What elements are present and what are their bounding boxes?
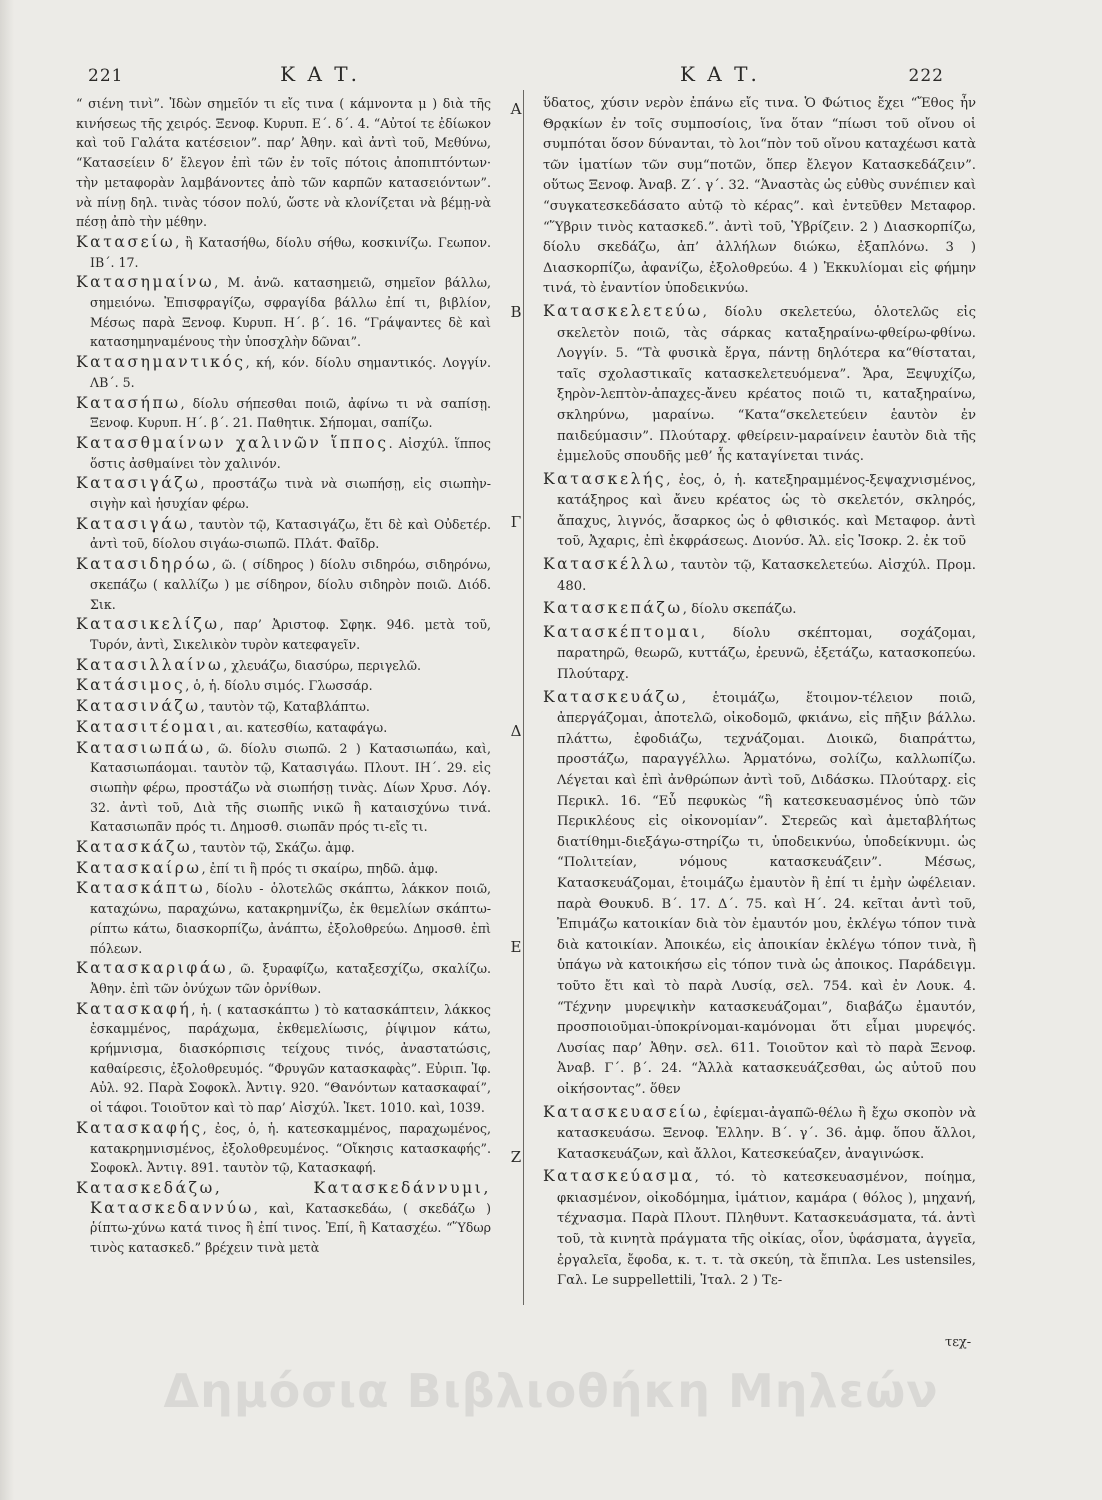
dictionary-entry — [76, 739, 491, 838]
entry-definition: , ἐπί τι ἢ πρός τι σκαίρω, πηδῶ. ἀμφ. — [201, 860, 439, 876]
entry-definition: , ῶ. ξυραφίζω, καταξεσχίζω, σκαλίζω. Ἀθην. ἐπὶ τῶν ὀνύχων τῶν ὀρνίθων. — [90, 961, 491, 996]
dictionary-entry — [76, 959, 491, 998]
entry-definition: , αι. κατεσθίω, καταφάγω. — [217, 719, 388, 735]
dictionary-entry — [76, 394, 491, 433]
column-divider — [523, 90, 524, 1305]
entry-definition: , παρ’ Ἀριστοφ. Σφηκ. 946. μετὰ τοῦ, Τυρόν, ἀντὶ, Σικελικὸν τυρὸν κατεφαγεῖν. — [90, 617, 491, 652]
dictionary-entry — [76, 1000, 491, 1118]
entry-headword: Κατασκαίρω — [76, 858, 202, 877]
entry-definition: , ἡ. ( κατασκάπτω ) τὸ κατασκάπτειν, λάκκος ἐσκαμμένος, παράχωμα, ἐκθεμελίωσις, ῥίψιμον κάτω, κρήμνισμα, διασκόρπισις τείχους τινός, ἀναστατώσις, καθαίρεσις, ἐξολοθρευμός. “Φρυγῶν κατασκαφὰς”. Εὐριπ. Ἰφ. Αὐλ. 92. Παρὰ Σοφοκλ. Ἀντιγ. 920. “Θανόντων κατασκαφαί”, οἱ τάφοι. Τοιοῦτον καὶ τὸ παρ’ Αἰσχύλ. Ἱκετ. 1010. καὶ, 1039. — [90, 1001, 491, 1116]
entry-headword: Κατασκευάζω — [543, 687, 682, 706]
entry-definition: , προστάζω τινὰ νὰ σιωπήσῃ, εἰς σιωπὴν-σιγὴν καὶ ἡσυχίαν φέρω. — [90, 476, 491, 512]
entry-headword: Κατασιγάζω — [76, 474, 201, 493]
left-running-head: Κ Α Τ. — [280, 62, 360, 86]
header-left — [88, 62, 360, 86]
entry-definition: , κή, κόν. δίολυ σημαντικός. Λογγίν. ΛΒ΄. 5. — [90, 355, 491, 390]
entry-definition: “ σιένη τινὶ”. Ἰδὼν σημεῖόν τι εἴς τινα ( κάμνοντα μ ) διὰ τῆς κινήσεως τῆς χειρός. Ξενοφ. Κυρυπ. Ε΄. δ΄. 4. “Αὐτοί τε ἐδίωκον καὶ τοῦ Γαλάτα κατέσειον”. παρ’ Ἀθην. καὶ ἀντὶ τοῦ, Μεθύνω, “Κατασείειν δ’ ἔλεγον ἐπὶ τῶν ἐν τοῖς πότοις ἀποπιπτόντων· τὴν μεταφορὰν λαμβάνοντες ἀπὸ τῶν καρπῶν κατασειόντων”. νὰ πίνῃ δηλ. τινὰς τόσον πολύ, ὥστε νὰ κλονίζεται νὰ βέμῃ-νὰ πέσῃ ἀπὸ τὴν μέθην. — [76, 96, 491, 230]
entry-definition: , ταυτὸν τῷ, Σκάζω. ἀμφ. — [192, 840, 355, 856]
entry-definition: , ταυτὸν τῷ, Κατασκελετεύω. Αἰσχύλ. Προμ. 480. — [557, 558, 976, 594]
dictionary-entry — [543, 301, 976, 468]
entry-definition: , ταυτὸν τῷ, Καταβλάπτω. — [200, 699, 370, 715]
entry-headword: Κατασθμαίνων χαλινῶν ἵππος — [76, 433, 389, 452]
entry-headword: Κατασήπω — [76, 393, 181, 412]
entry-headword: Κατασκάπτω — [76, 879, 206, 898]
entry-headword: Κατασκεδάζω, Κατασκεδάννυμι, Κατασκεδαννύω — [76, 1178, 491, 1217]
dictionary-entry — [543, 622, 976, 686]
entry-headword: Κατασκέπτομαι — [543, 622, 701, 641]
library-watermark: Δημόσια Βιβλιοθήκη Μηλεών — [163, 1364, 939, 1418]
entry-headword: Κατασκαφή — [76, 999, 192, 1018]
left-column — [76, 94, 491, 1259]
dictionary-entry — [76, 233, 491, 272]
dictionary-entry — [543, 598, 976, 621]
dictionary-entry — [76, 718, 491, 738]
entry-headword: Κατασημαίνω — [76, 273, 215, 292]
dictionary-entry — [76, 859, 491, 879]
entry-headword: Κατασκελής — [543, 469, 667, 488]
dictionary-entry — [543, 469, 976, 553]
header-right — [680, 62, 944, 86]
entry-definition: , Μ. ἀνῶ. κατασημειῶ, σημεῖον βάλλω, σημειόνω. Ἐπισφραγίζω, σφραγίδα βάλλω ἐπί τι, βιβλίον, Μέσως παρὰ Ξενοφ. Κυρυπ. Η΄. β΄. 16. “Γράψαντες δὲ καὶ κατασημηναμένους τὴν ὑποσχλὴν δῶναι”. — [90, 275, 491, 350]
margin-letter-alpha: Α — [510, 100, 522, 118]
margin-letter-epsilon: Ε — [510, 938, 522, 956]
entry-definition: , ἐος, ὁ, ἡ. κατεσκαμμένος, παραχωμένος, κατακρημνισμένος, ἐξολοθρευμένος. “Οἴκησις κατασκαφής”. Σοφοκλ. Ἀντιγ. 891. ταυτὸν τῷ, Κατασκαφή. — [90, 1120, 491, 1176]
dictionary-entry — [76, 434, 491, 473]
entry-headword: Κατασκαριφάω — [76, 959, 229, 978]
entry-definition: , ταυτὸν τῷ, Κατασιγάζω, ἔτι δὲ καὶ Οὐδετέρ. ἀντὶ τοῦ, δίολου σιγάω-σιωπῶ. Πλάτ. Φαῖδρ. — [90, 516, 491, 552]
dictionary-entry — [76, 273, 491, 352]
entry-definition: , δίολυ σήπεσθαι ποιῶ, ἀφίνω τι νὰ σαπίσῃ. Ξενοφ. Κυρυπ. Η΄. β΄. 21. Παθητικ. Σήπομαι, σαπίζω. — [90, 395, 491, 431]
entry-definition: ὕδατος, χύσιν νερὸν ἐπάνω εἴς τινα. Ὁ Φώτιος ἔχει “Ἔθος ἦν Θρᾳκίων ἐν τοῖς συμποσίοις, ἵνα ὅταν “πίωσι τοῦ οἴνου οἱ συμπόται ὅσον δύνανται, τὸ λοι“πὸν τοῦ οἴνου καταχέωσι κατὰ τῶν ἱματίων τῶν συμ“ποτῶν, ὅπερ ἔλεγον Κατασκεδάζειν”. οὕτως Ξενοφ. Ἀναβ. Ζ΄. γ΄. 32. “Ἀναστὰς ὡς εὐθὺς συνέπιεν καὶ “συγκατεσκεδάσατο αὐτῷ τὸ κέρας”. καὶ ἐντεῦθεν Μεταφορ. “Ὕβριν τινὸς κατασκεδ.”. ἀντὶ τοῦ, Ὑβρίζειν. 2 ) Διασκορπίζω, δίολυ σκεδάζω, ἀπ’ ἀλλήλων διώκω, ἐξαπλόνω. 3 ) Διασκορπίζω, ἀφανίζω, ἐξολοθρεύω. 4 ) Ἐκκυλίομαι εἰς φήμην τινά, τὸ ἐναντίον ὑποδεικνύω. — [543, 96, 976, 297]
dictionary-entry — [543, 94, 976, 300]
entry-headword: Κατασκαφής — [76, 1118, 203, 1137]
dictionary-entry — [76, 1179, 491, 1258]
entry-headword: Κατασιωπάω — [76, 738, 206, 757]
entry-definition: , καὶ, Κατασκεδάω, ( σκεδάζω ) ῥίπτω-χύνω κατά τινος ἢ ἐπί τινος. Ἐπί, ἢ Κατασχέω. “Ὕδωρ τινὸς κατασκεδ.” βρέχειν τινὰ μετὰ — [90, 1200, 491, 1256]
entry-headword: Κατασινάζω — [76, 697, 201, 716]
entry-definition: , ἐος, ὁ, ἡ. κατεξηραμμένος-ξεψαχνισμένος, κατάξηρος καὶ ἄνευ κρέατος ὡς τὸ σκελετόν, σκληρός, ἄπαχυς, λιγνός, ἄσαρκος ὡς ὁ φθισικός. καὶ Μεταφορ. ἀντὶ τοῦ, Ἀχαρις, ἐπὶ ἐκφράσεως. Διονύσ. Ἁλ. εἰς Ἰσοκρ. 2. ἐκ τοῦ — [557, 472, 976, 550]
dictionary-entry — [543, 1102, 976, 1166]
margin-letter-gamma: Γ — [510, 513, 522, 531]
dictionary-entry — [76, 353, 491, 392]
left-page-number: 221 — [88, 66, 124, 86]
dictionary-entry — [543, 554, 976, 597]
entry-definition: , ῶ. δίολυ σιωπῶ. 2 ) Κατασιωπάω, καὶ, Κατασιωπάομαι. ταυτὸν τῷ, Κατασιγάω. Πλουτ. ΙΗ΄. 29. εἰς σιωπὴν φέρω, προστάζω νὰ σιωπήσῃ τινὰς. Δίων Χρυσ. Λόγ. 32. ἀντὶ τοῦ, Διὰ τῆς σιωπῆς νικῶ ἢ καταισχύνω τινά. Κατασιωπᾶν πρός τι. Δημοσθ. σιωπᾶν πρός τι-εἴς τι. — [90, 740, 491, 835]
dictionary-entry — [543, 687, 976, 1101]
entry-headword: Κατασιδηρόω — [76, 555, 213, 574]
entry-headword: Κατασικελίζω — [76, 615, 220, 634]
dictionary-entry — [76, 94, 491, 232]
right-running-head: Κ Α Τ. — [680, 62, 760, 86]
entry-definition: . Αἰσχύλ. ἵππος ὅστις ἀσθμαίνει τὸν χαλινόν. — [90, 435, 491, 471]
dictionary-entry — [76, 879, 491, 958]
right-page-number: 222 — [908, 66, 944, 86]
dictionary-entry — [76, 474, 491, 513]
entry-headword: Κατασιλλαίνω — [76, 655, 224, 674]
entry-headword: Κατασκεύασμα — [543, 1167, 695, 1186]
catchword: τεχ- — [945, 1335, 972, 1350]
dictionary-entry — [76, 515, 491, 554]
entry-definition: , χλευάζω, διασύρω, περιγελῶ. — [223, 657, 422, 673]
entry-definition: , τό. τὸ κατεσκευασμένον, ποίημα, φκιασμένον, οἰκοδόμημα, ἱμάτιον, καμάρα ( θόλος ), μηχανή, τέχνασμα. Παρὰ Πλουτ. Πληθυντ. Κατασκευάσματα, τά. ἀντὶ τοῦ, τὰ κινητὰ πράγματα τῆς οἰκίας, οἷον, ὑφάσματα, ἀγγεῖα, ἐργαλεῖα, ἔφοδα, κ. τ. τ. τὰ σκεύη, τὰ ἔπιπλα. Les ustensiles, Γαλ. Le suppellettili, Ἰταλ. 2 ) Τε- — [557, 1170, 976, 1289]
entry-definition: , ὁ, ἡ. δίολυ σιμός. Γλωσσάρ. — [185, 678, 373, 694]
entry-definition: , ῶ. ( σίδηρος ) δίολυ σιδηρόω, σιδηρόνω, σκεπάζω ( καλλίζω ) με σίδηρον, δίολυ σιδηρὸν ποιῶ. Διόδ. Σικ. — [90, 557, 491, 612]
margin-letter-zeta: Ζ — [510, 1148, 522, 1166]
margin-letter-beta: Β — [510, 303, 522, 321]
right-column — [543, 94, 976, 1293]
dictionary-entry — [543, 1166, 976, 1292]
page-gutter-shadow — [0, 0, 14, 1500]
entry-headword: Κατασιγάω — [76, 514, 190, 533]
entry-headword: Κατασκάζω — [76, 838, 193, 857]
entry-headword: Κατασείω — [76, 232, 176, 251]
entry-definition: , δίολυ σκελετεύω, ὁλοτελῶς εἰς σκελετὸν ποιῶ, τὰς σάρκας καταξηραίνω-φθείρω-φθίνω. Λογγίν. 5. “Τὰ φυσικὰ ἔργα, πάντῃ δηλότερα κα“θίσταται, ταῖς σχολαστικαῖς κατασκελετευόμενα”. Ἄρα, Ξεψυχίζω, ξηρὸν-λεπτὸν-ἀπαχες-ἄνευ κρέατος ποιῶ τι, καταξηραίνω, σκληρύνω, μαραίνω. “Κατα“σκελετεύειν ἑαυτὸν ἐν παιδεύμασιν”. Πλούταρχ. φθείρειν-μαραίνειν ἑαυτὸν διὰ τῆς ἐμμελοῦς σπουδῆς μεθ’ ἧς καταγίνεται τινάς. — [557, 304, 976, 465]
entry-headword: Κατάσιμος — [76, 676, 186, 695]
dictionary-entry — [76, 676, 491, 696]
dictionary-entry — [76, 555, 491, 614]
dictionary-entry — [76, 656, 491, 676]
dictionary-entry — [76, 1119, 491, 1178]
entry-definition: , ἢ Κατασήθω, δίολυ σήθω, κοσκινίζω. Γεωπον. ΙΒ΄. 17. — [90, 234, 491, 270]
entry-definition: , δίολυ σκέπτομαι, σοχάζομαι, παρατηρῶ, θεωρῶ, κυττάζω, ἐρευνῶ, ἐξετάζω, κατασκοπεύω. Πλούταρχ. — [557, 625, 976, 683]
dictionary-entry — [76, 615, 491, 654]
dictionary-entry — [76, 838, 491, 858]
entry-headword: Κατασκέλλω — [543, 555, 671, 574]
margin-letter-delta: Δ — [510, 722, 522, 740]
entry-headword: Κατασκεπάζω — [543, 599, 683, 618]
entry-definition: , ἐφίεμαι-ἀγαπῶ-θέλω ἢ ἔχω σκοπὸν νὰ κατασκευάσω. Ξενοφ. Ἑλλην. Β΄. γ΄. 36. ἀμφ. ὅπου ἄλλοι, Κατασκευάζων, καὶ ἄλλοι, Κατεσκεύαζεν, ἀναγινώσκ. — [557, 1105, 976, 1162]
entry-headword: Κατασημαντικός — [76, 353, 246, 372]
entry-definition: , δίολυ - ὁλοτελῶς σκάπτω, λάκκον ποιῶ, καταχώνω, παραχώνω, κατακρημνίζω, ἐκ θεμελίων σκάπτω-ρίπτω κάτω, διασκορπίζω, ἀνάπτω, ἐξολοθρεύω. Δημοσθ. ἐπὶ πόλεων. — [90, 881, 491, 956]
entry-definition: , δίολυ σκεπάζω. — [682, 602, 797, 618]
entry-definition: , ἑτοιμάζω, ἕτοιμον-τέλειον ποιῶ, ἀπεργάζομαι, ἀποτελῶ, οἰκοδομῶ, φκιάνω, εἰς πῆξιν βάλλω. πλάττω, ἐφοδιάζω, τεχνάζομαι. Διοικῶ, διαπράττω, προστάζω, παραγγέλλω. Ἁρματόνω, σολίζω, καλλωπίζω. Λέγεται καὶ ἐπὶ ἀνθρώπων ἀντὶ τοῦ, Διδάσκω. Πλούταρχ. εἰς Περικλ. 16. “Εὖ πεφυκὼς “ἢ κατεσκευασμένος ὑπὸ τῶν Περικλέους εἰς οἰκονομίαν”. Στερεῶς καὶ ἀμεταβλήτως διατίθημι-διεξάγω-στηρίζω τι, ὑποδεικνύω, ὑποδείκνυμι. ὡς “Πολιτείαν, νόμους κατασκευάζειν”. Μέσως, Κατασκευάζομαι, ἑτοιμάζω ἐμαυτὸν ἢ ἐπί τι ἐμὴν ὠφέλειαν. παρὰ Θουκυδ. Β΄. 17. Δ΄. 75. καὶ Η΄. 24. κεῖται ἀντὶ τοῦ, Ἐπιμάζω κατοικίαν διὰ τὸν ἐμαυτόν μου, ἐκλέγω τόπον τινὰ διὰ κατοικίαν. Ἀποικέω, εἰς ἀποικίαν ἐκλέγω τόπον τινὰ, ἢ ὑπάγω νὰ κατοικήσω εἰς τόπον τινὰ ὡς ἀποικος. Παράδειγμ. τοῦτο ἔτι καὶ τὸ παρὰ Λυσίᾳ, σελ. 754. καὶ ἐν Λουκ. 4. “Τέχνην μυρεψικὴν κατασκευάζομαι”, διαβάζω ἐμαυτόν, προσποιοῦμαι-ὑποκρίνομαι-καμόνομαι ὅτι εἶμαι μυρεψός. Λυσίας παρ’ Ἀθην. σελ. 611. Τοιοῦτον καὶ τὸ παρὰ Ξενοφ. Ἀναβ. Γ΄. β΄. 24. “Ἀλλὰ κατασκευάζεσθαι, ὡς αὐτοῦ που οἰκήσοντας”. ὅθεν — [557, 690, 976, 1097]
entry-headword: Κατασιτέομαι — [76, 717, 218, 736]
entry-headword: Κατασκευασείω — [543, 1102, 704, 1121]
entry-headword: Κατασκελετεύω — [543, 301, 703, 320]
dictionary-entry — [76, 697, 491, 717]
